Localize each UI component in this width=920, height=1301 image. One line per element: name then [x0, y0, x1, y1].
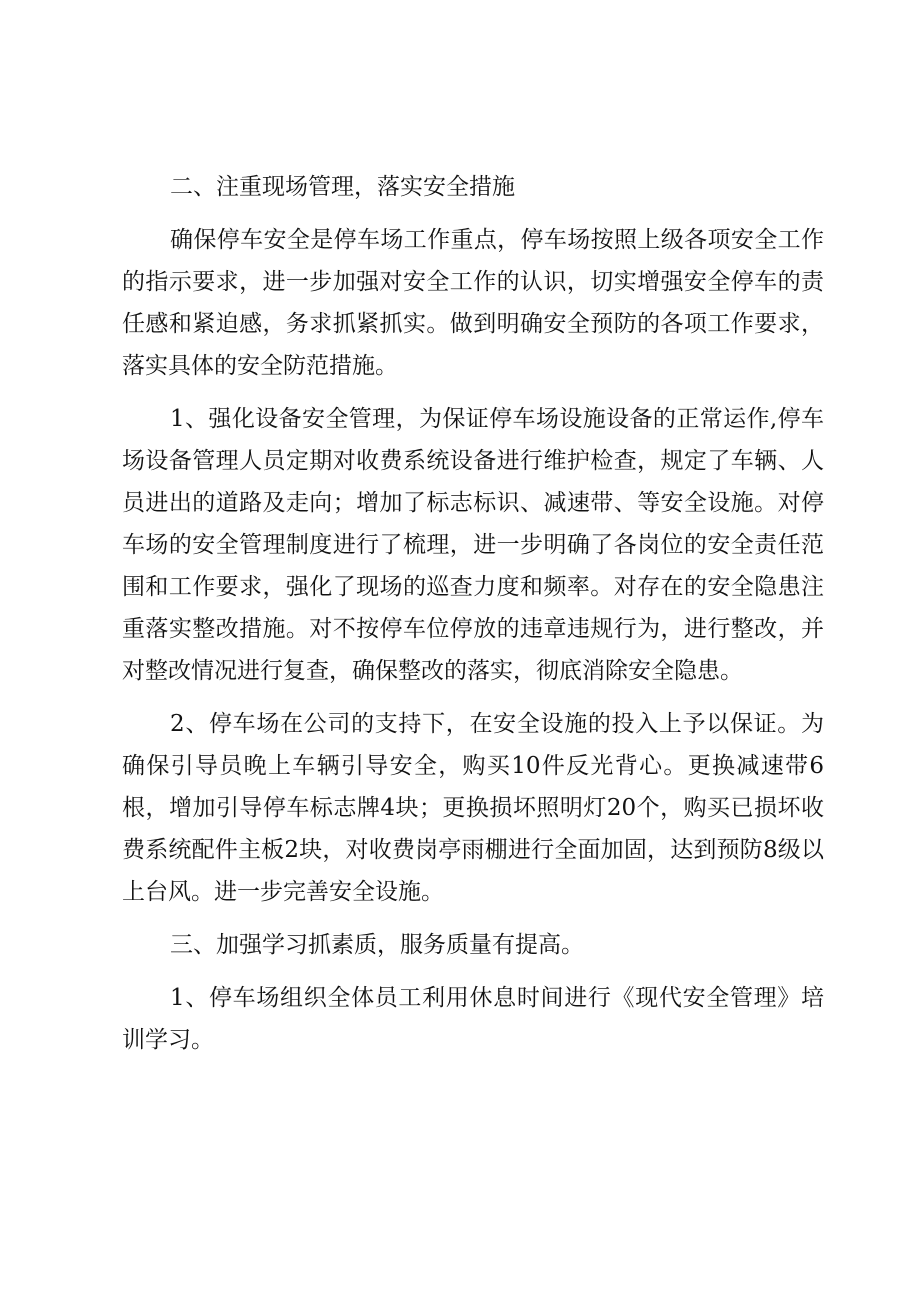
section-2-heading: 二、注重现场管理，落实安全措施 [170, 174, 515, 200]
section-2-item-1-paragraph: 1、强化设备安全管理，为保证停车场设施设备的正常运作,停车场设备管理人员定期对收费系统设备进行维护检查，规定了车辆、人员进出的道路及走向；增加了标志标识、减速带、等安全设施。对停车场的安全管理制度进行了梳理，进一步明确了各岗位的安全责任范围和工作要求，强化了现场的巡查力度和频率。对存在的安全隐患注重落实整改措施。对不按停车位停放的违章违规行为，进行整改，并对整改情况进行复查，确保整改的落实，彻底消除安全隐患。 [122, 406, 824, 684]
section-3-heading: 三、加强学习抓素质，服务质量有提高。 [170, 932, 584, 958]
section-3-item-1-paragraph: 1、停车场组织全体员工利用休息时间进行《现代安全管理》培训学习。 [122, 985, 824, 1053]
document-body [122, 166, 824, 1072]
section-2-intro-paragraph: 确保停车安全是停车场工作重点，停车场按照上级各项安全工作的指示要求，进一步加强对安全工作的认识，切实增强安全停车的责任感和紧迫感，务求抓紧抓实。做到明确安全预防的各项工作要求，落实具体的安全防范措施。 [122, 227, 824, 379]
section-2-item-2-paragraph: 2、停车场在公司的支持下，在安全设施的投入上予以保证。为确保引导员晚上车辆引导安全，购买10件反光背心。更换减速带6根，增加引导停车标志牌4块；更换损坏照明灯20个，购买已损坏收费系统配件主板2块，对收费岗亭雨棚进行全面加固，达到预防8级以上台风。进一步完善安全设施。 [122, 711, 824, 905]
